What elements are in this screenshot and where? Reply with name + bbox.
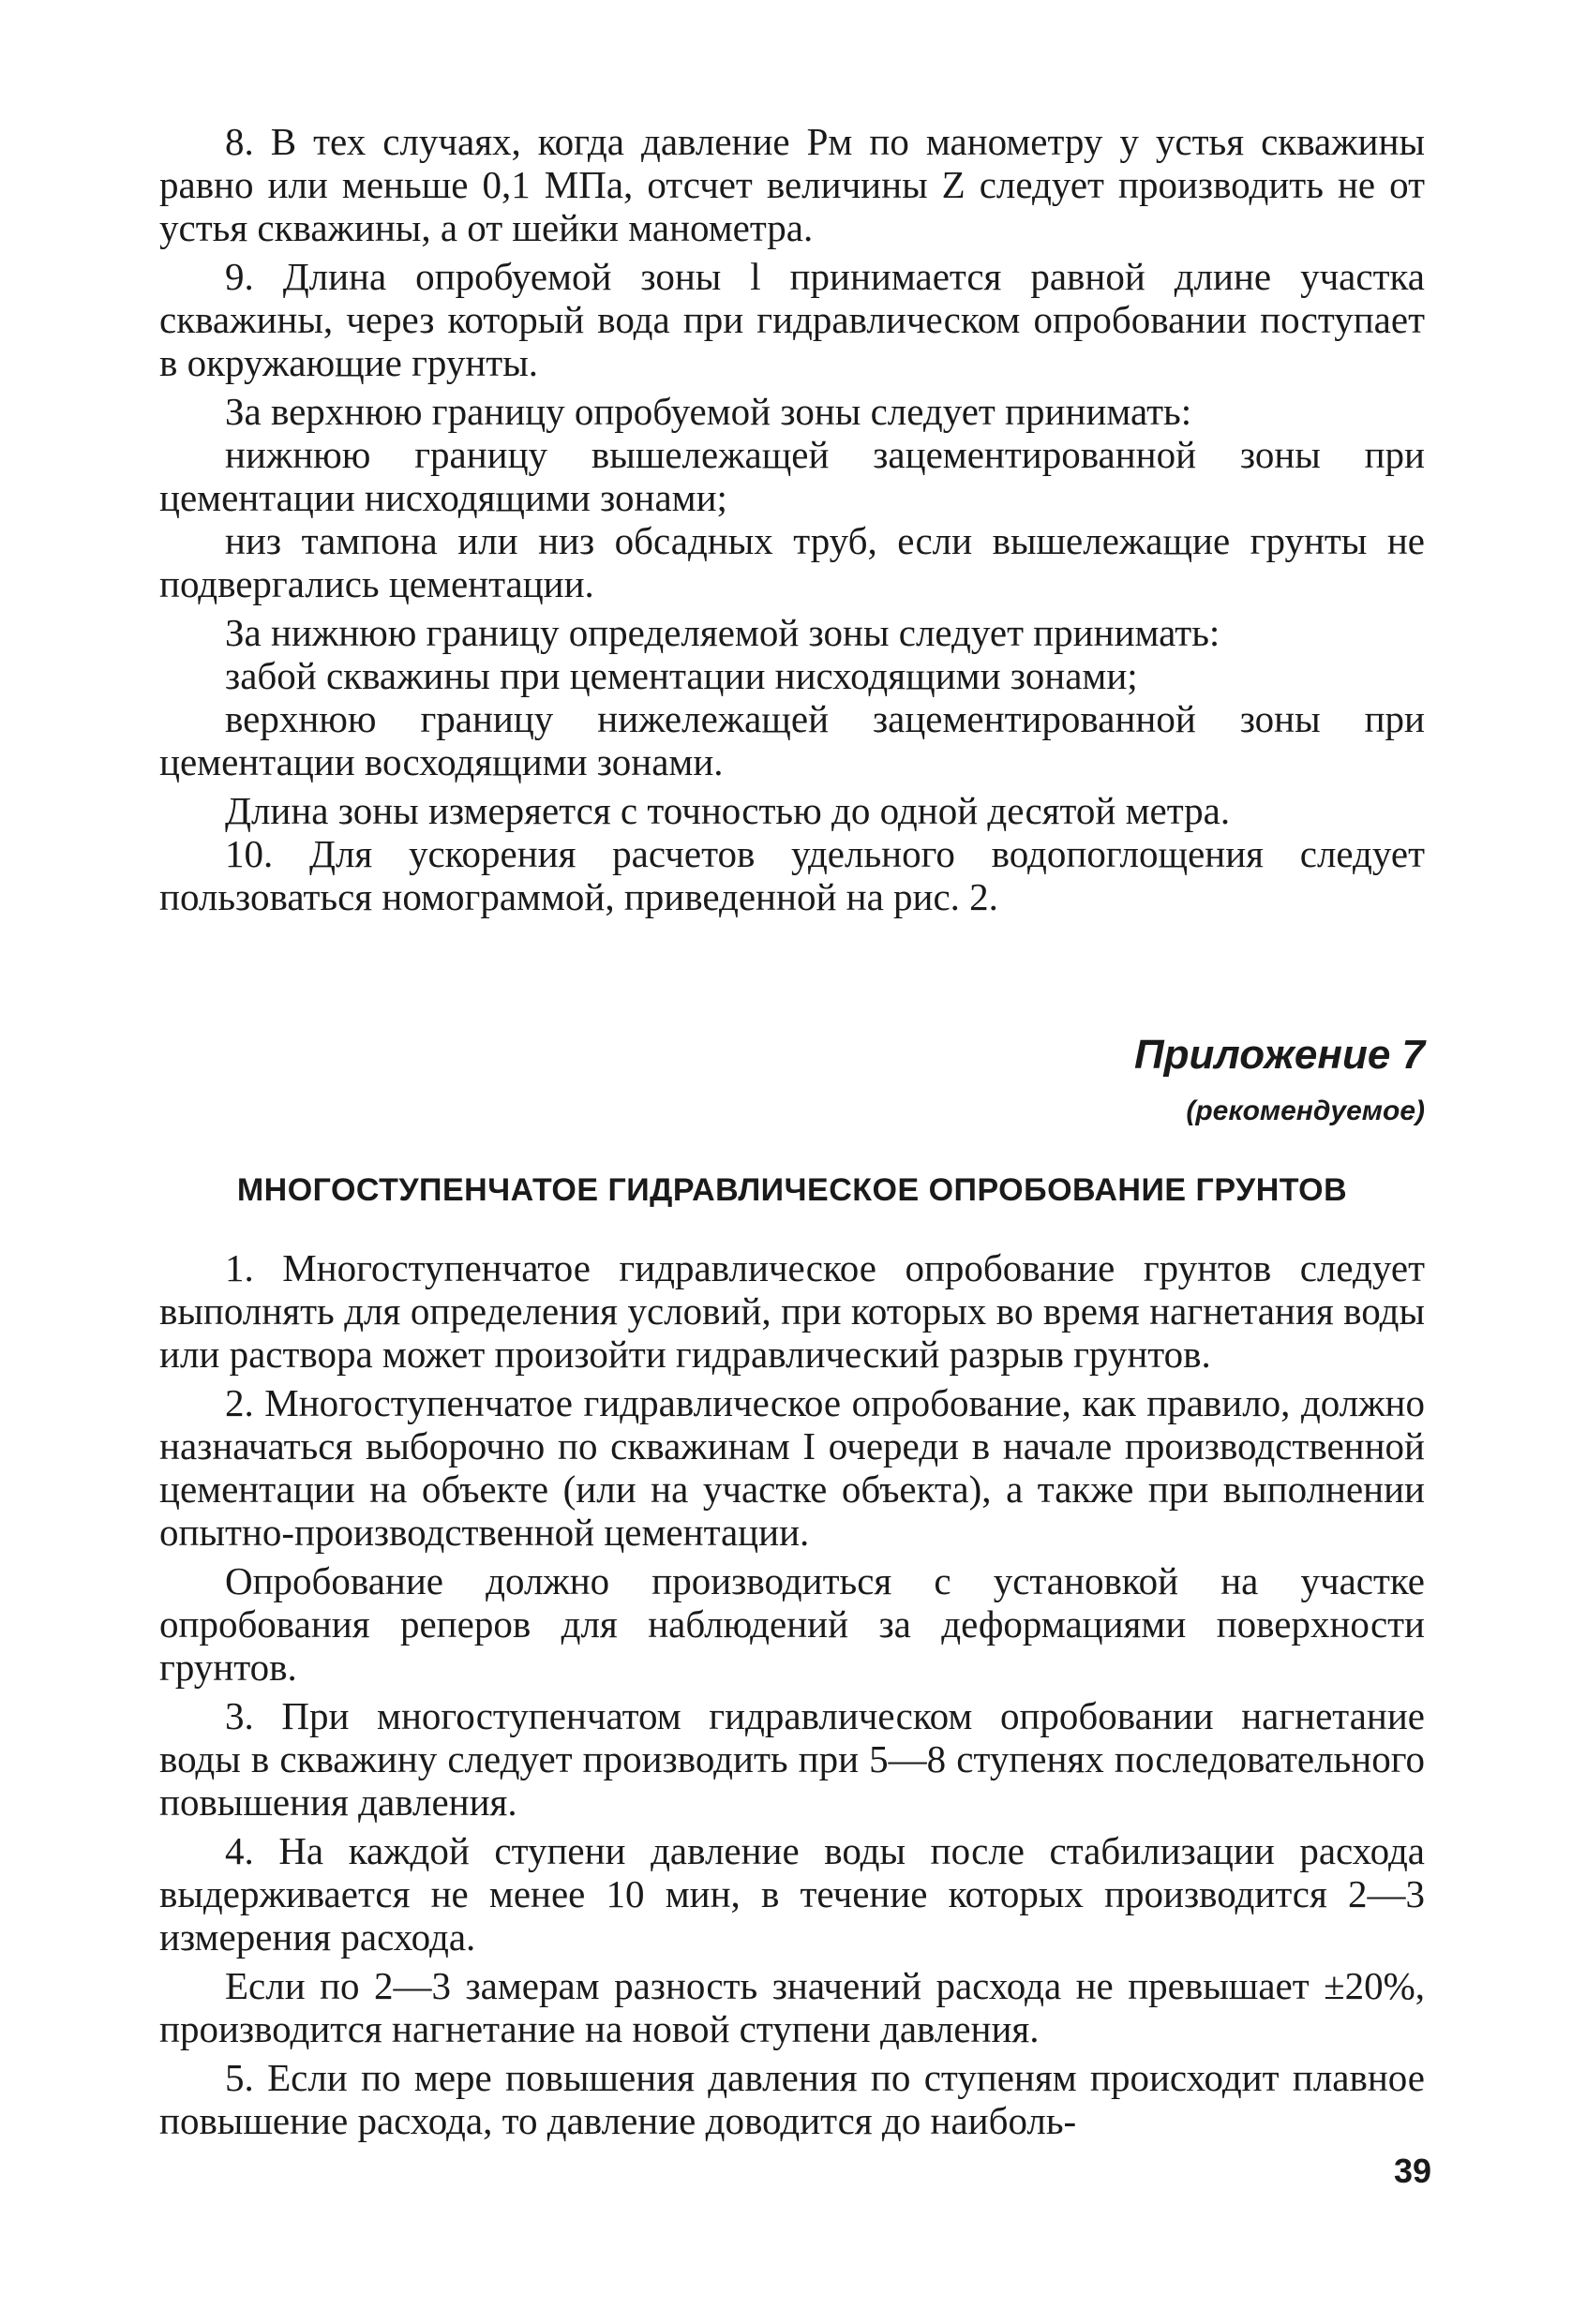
lower-boundary-item-1: забой скважины при цементации нисходящими зонами; [225,654,1138,697]
section-heading: МНОГОСТУПЕНЧАТОЕ ГИДРАВЛИЧЕСКОЕ ОПРОБОВАНИЕ ГРУНТОВ [236,1172,1348,1208]
paragraph-8: 8. В тех случаях, когда давление Pм по манометру у устья скважины равно или меньше 0,1 МПа, отсчет величины Z следует производить не от устья скважины, а от шейки манометра. [159,120,1425,249]
upper-boundary-item-2: низ тампона или низ обсадных труб, если вышележащие грунты не подвергались цементации. [159,519,1425,605]
paragraph-9: 9. Длина опробуемой зоны l принимается равной длине участка скважины, через который вода при гидравлическом опробовании поступает в окружающие грунты. [159,255,1425,384]
lower-boundary-item-2: верхнюю границу нижележащей зацементированной зоны при цементации восходящими зонами. [159,697,1425,783]
appendix-subtitle: (рекомендуемое) [1186,1095,1425,1126]
appendix-paragraph-4b: Если по 2—3 замерам разность значений расхода не превышает ±20%, производится нагнетание на новой ступени давления. [159,1964,1425,2050]
paragraph-10: 10. Для ускорения расчетов удельного водопоглощения следует пользоваться номограммой, приведенной на рис. 2. [159,832,1425,918]
appendix-paragraph-2: 2. Многоступенчатое гидравлическое опробование, как правило, должно назначаться выборочно по скважинам I очереди в начале производственной цементации на объекте (или на участке объекта), а также при выполнении опытно-производственной цементации. [159,1381,1425,1554]
upper-boundary-item-1: нижнюю границу вышележащей зацементированной зоны при цементации нисходящими зонами; [159,433,1425,519]
appendix-paragraph-2b: Опробование должно производиться с установкой на участке опробования реперов для наблюдений за деформациями поверхности грунтов. [159,1559,1425,1689]
page-number: 39 [1393,2152,1431,2190]
upper-boundary-intro: За верхнюю границу опробуемой зоны следует принимать: [225,390,1192,433]
appendix-paragraph-5: 5. Если по мере повышения давления по ступеням происходит плавное повышение расхода, то давление доводится до наиболь- [159,2056,1425,2142]
lower-boundary-intro: За нижнюю границу определяемой зоны следует принимать: [225,611,1220,654]
appendix-title: Приложение 7 [1134,1032,1425,1078]
accuracy-note: Длина зоны измеряется с точностью до одной десятой метра. [225,789,1231,832]
document-page [159,120,1425,2142]
appendix-paragraph-4: 4. На каждой ступени давление воды после стабилизации расхода выдерживается не менее 10 мин, в течение которых производится 2—3 измерения расхода. [159,1829,1425,1959]
appendix-paragraph-1: 1. Многоступенчатое гидравлическое опробование грунтов следует выполнять для определения условий, при которых во время нагнетания воды или раствора может произойти гидравлический разрыв грунтов. [159,1246,1425,1376]
appendix-paragraph-3: 3. При многоступенчатом гидравлическом опробовании нагнетание воды в скважину следует производить при 5—8 ступенях последовательного повышения давления. [159,1694,1425,1824]
